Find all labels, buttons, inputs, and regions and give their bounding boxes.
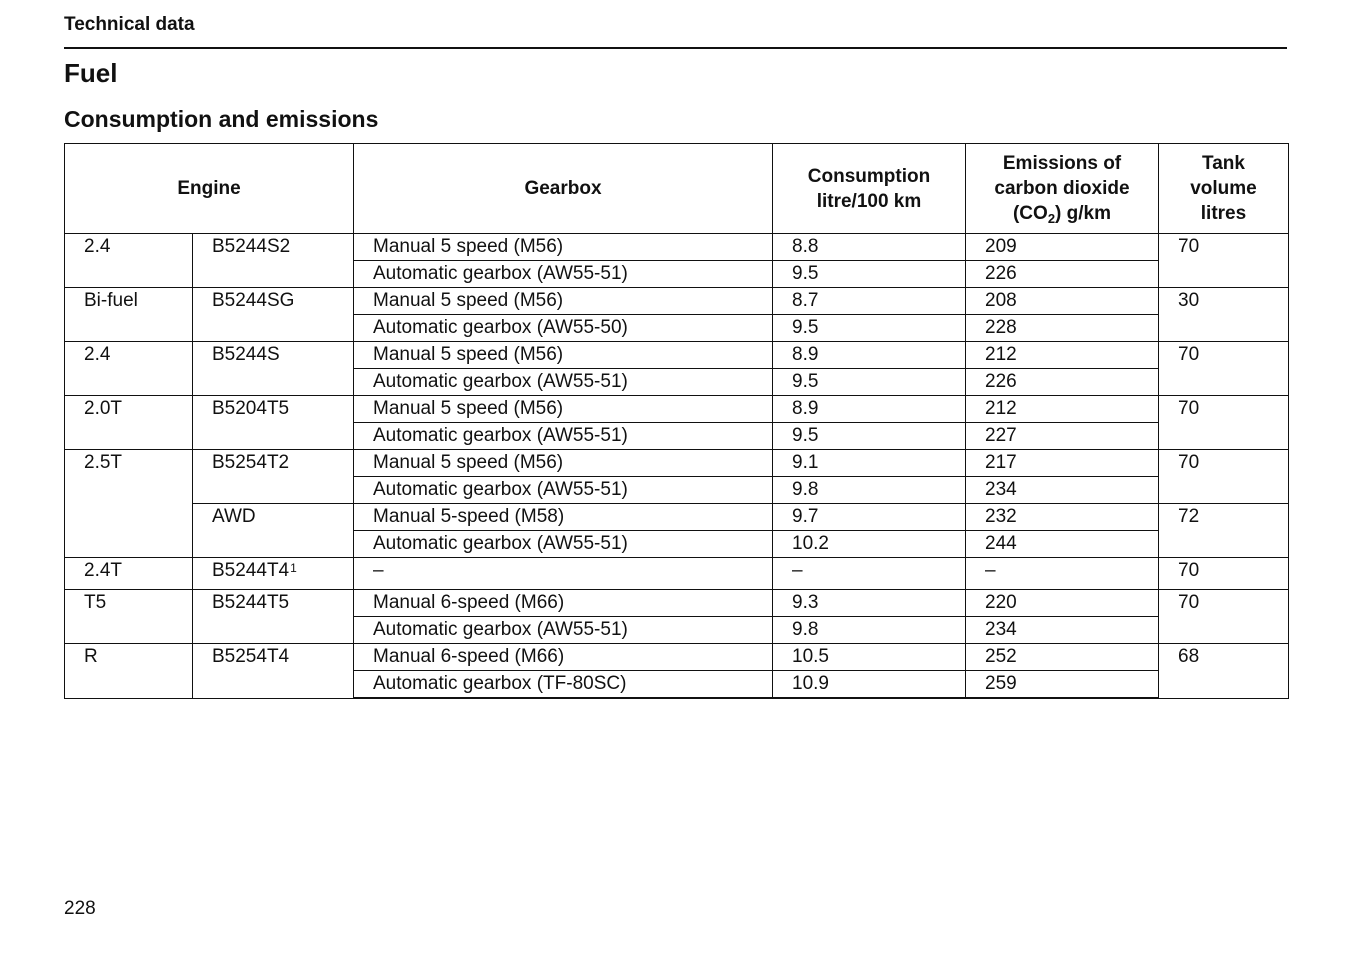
- table-row: [65, 342, 1289, 369]
- tank-cell: 30: [1159, 288, 1289, 342]
- tank-cell: 70: [1159, 450, 1289, 504]
- tank-cell: 70: [1159, 396, 1289, 450]
- engine-cell: 2.0T: [65, 396, 193, 450]
- engine-cell: 2.4T: [65, 558, 193, 590]
- section-header: Technical data: [64, 14, 195, 35]
- emissions-cell: 232: [966, 504, 1159, 531]
- tank-cell: 70: [1159, 342, 1289, 396]
- emissions-cell: 234: [966, 617, 1159, 644]
- engine-code-cell: B5204T5: [193, 396, 354, 450]
- gearbox-cell: Automatic gearbox (AW55-51): [354, 531, 773, 558]
- fuel-consumption-table: [64, 143, 1289, 699]
- header-emissions-line3-suffix: ) g/km: [1055, 203, 1111, 224]
- table-row: [65, 234, 1289, 261]
- header-tank-line1: Tank: [1202, 153, 1245, 174]
- emissions-cell: 252: [966, 644, 1159, 671]
- emissions-cell: 220: [966, 590, 1159, 617]
- header-consumption-line2: litre/100 km: [816, 190, 922, 212]
- header-consumption: [773, 144, 966, 234]
- header-tank-line3: litres: [1200, 203, 1247, 224]
- consumption-cell: 10.2: [773, 531, 966, 558]
- consumption-cell: 9.7: [773, 504, 966, 531]
- table-row: [65, 450, 1289, 477]
- engine-code-cell: [193, 558, 354, 590]
- engine-code-cell: B5244T5: [193, 590, 354, 644]
- tank-cell: 72: [1159, 504, 1289, 558]
- gearbox-cell: Manual 5 speed (M56): [354, 450, 773, 477]
- table-row: [65, 504, 1289, 531]
- consumption-cell: 8.8: [773, 234, 966, 261]
- footnote-marker: 1: [290, 561, 297, 575]
- table-row: [65, 558, 1289, 590]
- engine-cell: Bi-fuel: [65, 288, 193, 342]
- emissions-cell: 217: [966, 450, 1159, 477]
- page-number: 228: [64, 898, 96, 919]
- consumption-cell: 9.8: [773, 617, 966, 644]
- header-engine: [65, 144, 354, 234]
- emissions-cell: 228: [966, 315, 1159, 342]
- emissions-cell: 226: [966, 261, 1159, 288]
- consumption-cell: 9.1: [773, 450, 966, 477]
- gearbox-cell: Manual 5 speed (M56): [354, 396, 773, 423]
- header-engine-label: Engine: [177, 178, 241, 199]
- emissions-cell: 226: [966, 369, 1159, 396]
- engine-cell: T5: [65, 590, 193, 644]
- consumption-cell: 9.5: [773, 261, 966, 288]
- gearbox-cell: Manual 6-speed (M66): [354, 590, 773, 617]
- engine-code-text: B5244T4: [212, 560, 290, 581]
- gearbox-cell: Automatic gearbox (TF-80SC): [354, 671, 773, 699]
- emissions-cell: 208: [966, 288, 1159, 315]
- table-header-row: [65, 144, 1289, 234]
- emissions-cell: –: [966, 558, 1159, 590]
- engine-cell: R: [65, 644, 193, 699]
- engine-code-cell: B5254T4: [193, 644, 354, 699]
- engine-code-cell: B5244SG: [193, 288, 354, 342]
- emissions-cell: 212: [966, 396, 1159, 423]
- consumption-cell: 9.3: [773, 590, 966, 617]
- consumption-cell: 8.9: [773, 396, 966, 423]
- consumption-cell: 8.7: [773, 288, 966, 315]
- header-tank: [1159, 144, 1289, 234]
- gearbox-cell: Manual 5 speed (M56): [354, 234, 773, 261]
- gearbox-cell: Automatic gearbox (AW55-51): [354, 261, 773, 288]
- emissions-cell: 259: [966, 671, 1159, 699]
- consumption-cell: –: [773, 558, 966, 590]
- gearbox-cell: Manual 5-speed (M58): [354, 504, 773, 531]
- table-row: [65, 288, 1289, 315]
- tank-cell: 68: [1159, 644, 1289, 699]
- gearbox-cell: Automatic gearbox (AW55-51): [354, 617, 773, 644]
- consumption-cell: 10.9: [773, 671, 966, 699]
- engine-cell: 2.4: [65, 342, 193, 396]
- gearbox-cell: Manual 5 speed (M56): [354, 342, 773, 369]
- gearbox-cell: Manual 6-speed (M66): [354, 644, 773, 671]
- emissions-cell: 227: [966, 423, 1159, 450]
- header-emissions-line2: carbon dioxide: [994, 178, 1130, 199]
- emissions-cell: 212: [966, 342, 1159, 369]
- page-title: Fuel: [64, 58, 118, 88]
- table-row: [65, 396, 1289, 423]
- header-consumption-line1: Consumption: [807, 165, 931, 187]
- consumption-cell: 10.5: [773, 644, 966, 671]
- table-row: [65, 590, 1289, 617]
- engine-code-cell: AWD: [193, 504, 354, 558]
- tank-cell: 70: [1159, 590, 1289, 644]
- gearbox-cell: Automatic gearbox (AW55-51): [354, 369, 773, 396]
- emissions-cell: 234: [966, 477, 1159, 504]
- header-emissions-line1: Emissions of: [1002, 153, 1122, 174]
- tank-cell: 70: [1159, 558, 1289, 590]
- gearbox-cell: Manual 5 speed (M56): [354, 288, 773, 315]
- header-emissions: [966, 144, 1159, 234]
- table-row: [65, 644, 1289, 671]
- tank-cell: 70: [1159, 234, 1289, 288]
- gearbox-cell: Automatic gearbox (AW55-50): [354, 315, 773, 342]
- header-gearbox: [354, 144, 773, 234]
- engine-code-cell: B5244S: [193, 342, 354, 396]
- engine-cell: 2.4: [65, 234, 193, 288]
- consumption-cell: 9.5: [773, 423, 966, 450]
- consumption-cell: 9.8: [773, 477, 966, 504]
- header-tank-line2: volume: [1190, 178, 1257, 199]
- header-divider: [64, 47, 1287, 49]
- consumption-cell: 8.9: [773, 342, 966, 369]
- gearbox-cell: Automatic gearbox (AW55-51): [354, 423, 773, 450]
- header-emissions-line3-prefix: (CO: [1012, 203, 1048, 224]
- table-title: Consumption and emissions: [64, 106, 379, 132]
- emissions-cell: 244: [966, 531, 1159, 558]
- gearbox-cell: Automatic gearbox (AW55-51): [354, 477, 773, 504]
- consumption-cell: 9.5: [773, 315, 966, 342]
- consumption-cell: 9.5: [773, 369, 966, 396]
- header-gearbox-label: Gearbox: [524, 178, 602, 199]
- emissions-cell: 209: [966, 234, 1159, 261]
- header-emissions-line3-sub: 2: [1047, 211, 1056, 226]
- gearbox-cell: –: [354, 558, 773, 590]
- engine-code-cell: B5244S2: [193, 234, 354, 288]
- engine-cell: 2.5T: [65, 450, 193, 558]
- engine-code-cell: B5254T2: [193, 450, 354, 504]
